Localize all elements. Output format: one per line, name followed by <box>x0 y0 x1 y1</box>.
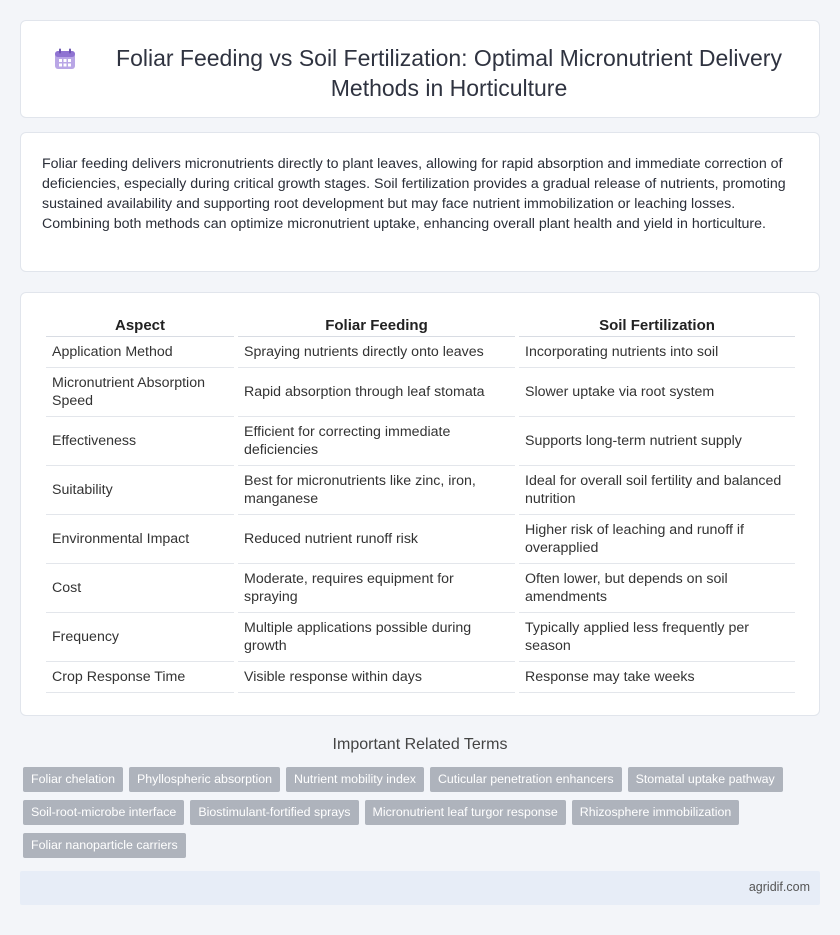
page-title: Foliar Feeding vs Soil Fertilization: Optimal Micronutrient Delivery Methods in Horticulture <box>116 45 782 101</box>
header-card <box>20 20 820 118</box>
table-cell: Reduced nutrient runoff risk <box>238 515 515 564</box>
table-cell: Cost <box>46 564 234 613</box>
table-header-row <box>46 315 795 337</box>
related-term-tag[interactable]: Nutrient mobility index <box>286 767 424 792</box>
related-term-tag[interactable]: Phyllospheric absorption <box>129 767 280 792</box>
table-cell: Frequency <box>46 613 234 662</box>
table-cell: Often lower, but depends on soil amendments <box>519 564 795 613</box>
table-cell: Typically applied less frequently per season <box>519 613 795 662</box>
comparison-table-card <box>20 292 820 716</box>
related-term-tag[interactable]: Foliar chelation <box>23 767 123 792</box>
table-cell: Best for micronutrients like zinc, iron, manganese <box>238 466 515 515</box>
table-cell: Efficient for correcting immediate deficiencies <box>238 417 515 466</box>
table-cell: Suitability <box>46 466 234 515</box>
table-row <box>46 564 795 613</box>
related-term-tag[interactable]: Micronutrient leaf turgor response <box>365 800 566 825</box>
table-cell: Incorporating nutrients into soil <box>519 337 795 368</box>
table-cell: Effectiveness <box>46 417 234 466</box>
table-cell: Ideal for overall soil fertility and balanced nutrition <box>519 466 795 515</box>
related-term-tag[interactable]: Foliar nanoparticle carriers <box>23 833 186 858</box>
related-terms-title: Important Related Terms <box>332 736 508 753</box>
table-cell: Visible response within days <box>238 662 515 693</box>
table-cell: Response may take weeks <box>519 662 795 693</box>
related-terms-list <box>23 767 813 858</box>
summary-text: Foliar feeding delivers micronutrients directly to plant leaves, allowing for rapid absorption and immediate correction of deficiencies, especially during critical growth stages. Soil fertilization provides a gradual release of nutrients, promoting sustained availability and supporting root development but may face nutrient immobilization or leaching losses. Combining both methods can optimize micronutrient uptake, enhancing overall plant health and yield in horticulture. <box>42 156 786 232</box>
table-cell: Rapid absorption through leaf stomata <box>238 368 515 417</box>
table-cell: Crop Response Time <box>46 662 234 693</box>
footer-site-link[interactable]: agridif.com <box>748 880 810 894</box>
column-header-aspect: Aspect <box>46 315 234 337</box>
table-cell: Multiple applications possible during growth <box>238 613 515 662</box>
table-row <box>46 466 795 515</box>
summary-card <box>20 132 820 272</box>
table-cell: Higher risk of leaching and runoff if overapplied <box>519 515 795 564</box>
table-row <box>46 368 795 417</box>
table-cell: Environmental Impact <box>46 515 234 564</box>
comparison-table <box>42 315 799 693</box>
table-row <box>46 613 795 662</box>
table-cell: Spraying nutrients directly onto leaves <box>238 337 515 368</box>
related-term-tag[interactable]: Soil-root-microbe interface <box>23 800 184 825</box>
table-cell: Supports long-term nutrient supply <box>519 417 795 466</box>
related-term-tag[interactable]: Stomatal uptake pathway <box>628 767 783 792</box>
table-row <box>46 417 795 466</box>
table-cell: Slower uptake via root system <box>519 368 795 417</box>
column-header-foliar: Foliar Feeding <box>238 315 515 337</box>
footer <box>20 871 820 905</box>
related-term-tag[interactable]: Biostimulant-fortified sprays <box>190 800 358 825</box>
table-cell: Application Method <box>46 337 234 368</box>
table-row <box>46 662 795 693</box>
table-cell: Moderate, requires equipment for spraying <box>238 564 515 613</box>
table-cell: Micronutrient Absorption Speed <box>46 368 234 417</box>
table-row <box>46 337 795 368</box>
related-term-tag[interactable]: Cuticular penetration enhancers <box>430 767 622 792</box>
table-row <box>46 515 795 564</box>
column-header-soil: Soil Fertilization <box>519 315 795 337</box>
related-term-tag[interactable]: Rhizosphere immobilization <box>572 800 740 825</box>
